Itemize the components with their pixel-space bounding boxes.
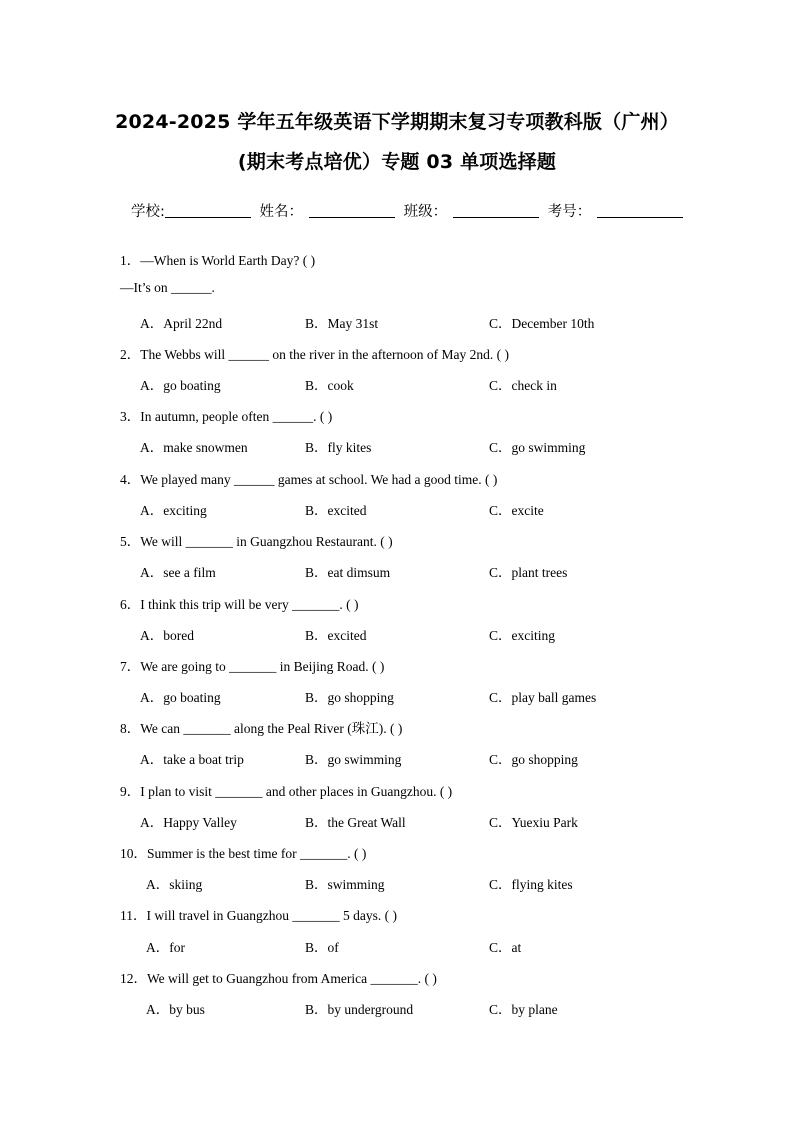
class-blank[interactable] — [453, 203, 539, 218]
option-b: B．go shopping — [305, 690, 394, 705]
option-b: B．eat dimsum — [305, 565, 391, 580]
student-info-row — [131, 200, 687, 221]
option-c: C．plant trees — [489, 565, 568, 580]
question-stem: 1．—When is World Earth Day? ( ) — [120, 253, 316, 268]
question-stem: 6．I think this trip will be very _______. ( ) — [120, 597, 359, 612]
option-c: C．exciting — [489, 628, 555, 643]
question-stem: 9．I plan to visit _______ and other places in Guangzhou. ( ) — [120, 784, 453, 799]
school-label: 学校: — [131, 204, 165, 220]
option-b: B．excited — [305, 628, 367, 643]
option-a: A．go boating — [140, 690, 221, 705]
option-a: A．see a film — [140, 565, 216, 580]
option-c: C．check in — [489, 378, 557, 393]
option-a: A．take a boat trip — [140, 752, 244, 767]
class-label: 班级： — [403, 204, 448, 220]
page-title: 2024-2025 学年五年级英语下学期期末复习专项教科版（广州） — [115, 111, 679, 133]
option-c: C．flying kites — [489, 877, 573, 892]
option-a: A．exciting — [140, 503, 207, 518]
option-c: C．go swimming — [489, 440, 586, 455]
name-blank[interactable] — [309, 203, 395, 218]
option-a: A．bored — [140, 628, 194, 643]
question-stem: 3．In autumn, people often ______. ( ) — [120, 409, 333, 424]
page-subtitle: (期末考点培优）专题 03 单项选择题 — [237, 151, 557, 173]
option-b: B．May 31st — [305, 316, 379, 331]
question-stem: 8．We can _______ along the Peal River (珠江). ( ) — [120, 721, 403, 736]
question-stem: 11．I will travel in Guangzhou _______ 5 days. ( ) — [120, 908, 397, 923]
option-c: C．excite — [489, 503, 544, 518]
option-b: B．fly kites — [305, 440, 372, 455]
name-label: 姓名： — [259, 204, 303, 220]
question-stem: 5．We will _______ in Guangzhou Restaurant. ( ) — [120, 534, 393, 549]
option-a: A．by bus — [146, 1002, 205, 1017]
option-c: C．go shopping — [489, 752, 578, 767]
option-a: A．for — [146, 940, 185, 955]
option-b: B．of — [305, 940, 339, 955]
question-stem: 2．The Webbs will ______ on the river in the afternoon of May 2nd. ( ) — [120, 347, 509, 362]
option-c: C．by plane — [489, 1002, 558, 1017]
option-a: A．Happy Valley — [140, 815, 237, 830]
option-a: A．skiing — [146, 877, 203, 892]
question-stem: 10．Summer is the best time for _______. ( ) — [120, 846, 367, 861]
option-b: B．go swimming — [305, 752, 402, 767]
option-b: B．excited — [305, 503, 367, 518]
option-c: C．at — [489, 940, 522, 955]
question-stem: 12．We will get to Guangzhou from America _______. ( ) — [120, 971, 437, 986]
option-b: B．the Great Wall — [305, 815, 406, 830]
question-stem-line2: —It’s on ______. — [120, 280, 215, 295]
option-b: B．by underground — [305, 1002, 414, 1017]
exam-number-blank[interactable] — [597, 203, 683, 218]
option-b: B．swimming — [305, 877, 385, 892]
option-b: B．cook — [305, 378, 354, 393]
exam-number-label: 考号： — [547, 204, 592, 220]
option-a: A．go boating — [140, 378, 221, 393]
option-c: C．Yuexiu Park — [489, 815, 578, 830]
option-a: A．April 22nd — [140, 316, 223, 331]
school-blank[interactable] — [165, 203, 251, 218]
question-stem: 4．We played many ______ games at school. We had a good time. ( ) — [120, 472, 498, 487]
option-a: A．make snowmen — [140, 440, 248, 455]
question-stem: 7．We are going to _______ in Beijing Road. ( ) — [120, 659, 385, 674]
option-c: C．December 10th — [489, 316, 595, 331]
option-c: C．play ball games — [489, 690, 597, 705]
